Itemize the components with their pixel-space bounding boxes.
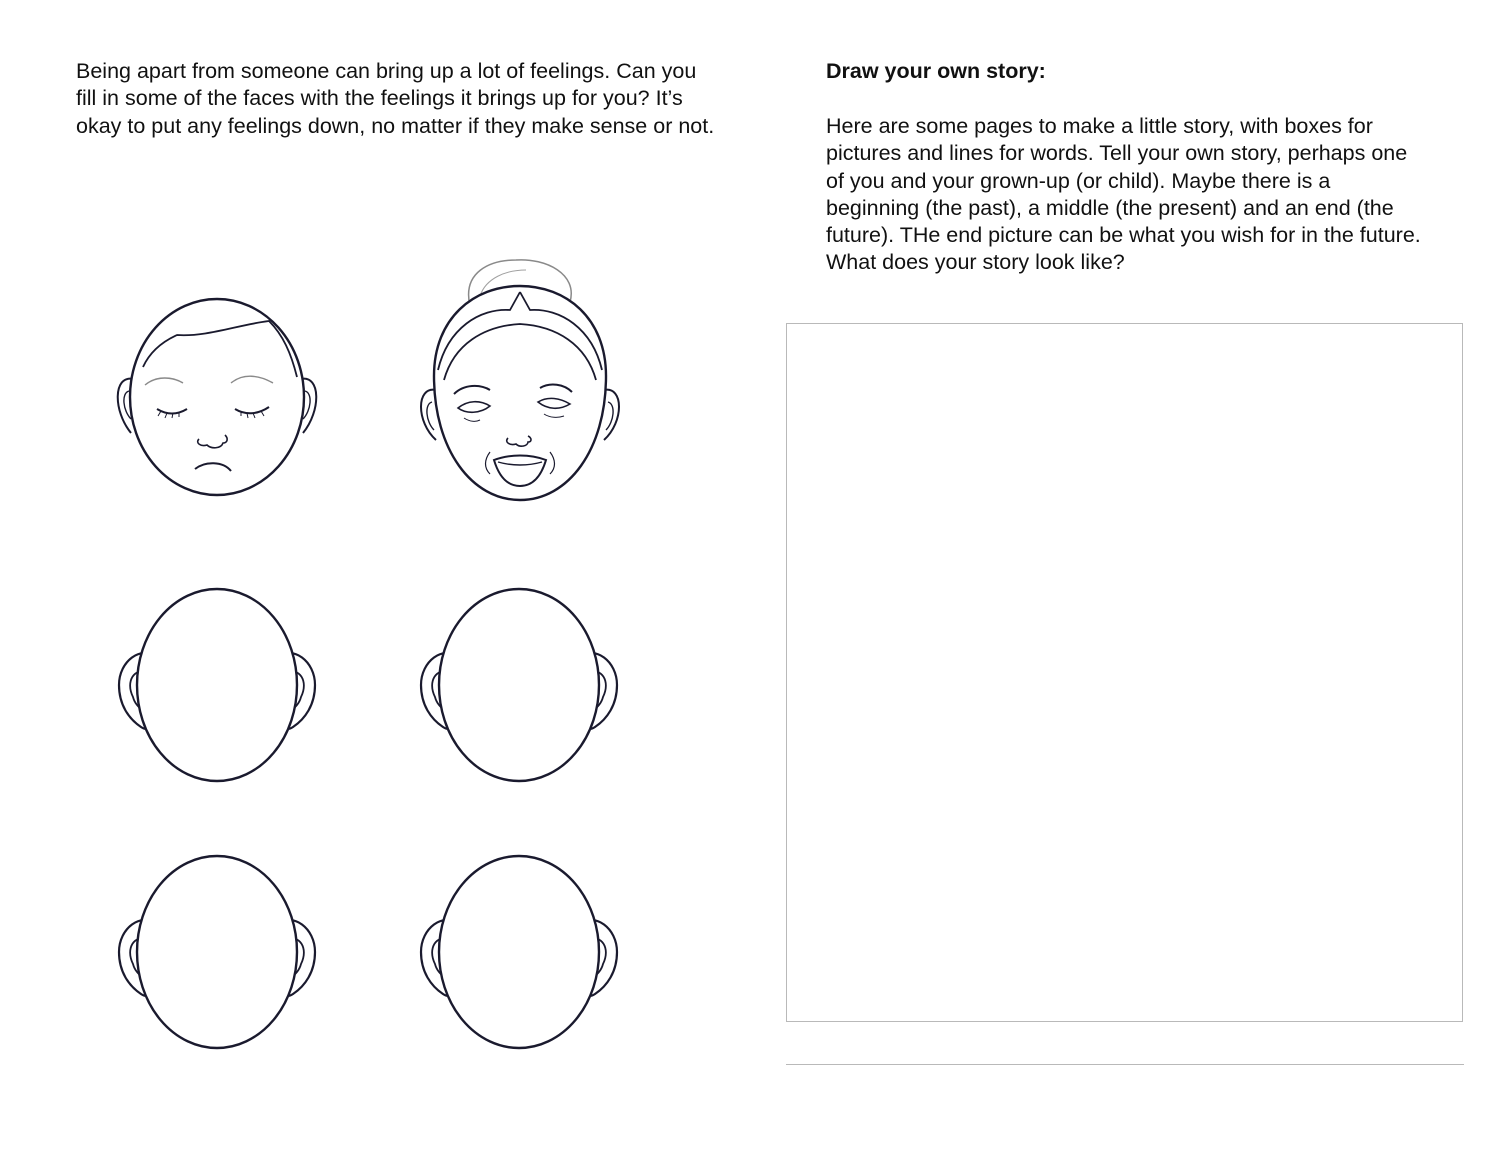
blank-face — [119, 589, 315, 781]
sad-face — [118, 299, 317, 495]
laughing-face — [421, 260, 619, 500]
blank-face — [421, 589, 617, 781]
blank-face — [119, 856, 315, 1048]
right-page — [750, 0, 1500, 1159]
writing-line[interactable] — [786, 1064, 1464, 1065]
intro-text: Being apart from someone can bring up a lot of feelings. Can you fill in some of the faces with the feelings it brings up for you? It’s okay to put any feelings down, no matter if they make sense or not. — [76, 59, 715, 138]
drawing-box[interactable] — [786, 323, 1463, 1022]
blank-face — [421, 856, 617, 1048]
story-heading: Draw your own story: — [826, 59, 1046, 83]
story-instructions: Here are some pages to make a little story, with boxes for pictures and lines for words. Tell your own story, perhaps one of you and your grown-up (or child). Maybe there is a beginning (the past), a middle (the present) and an end (the future). THe end picture can be what you wish for in the future. What does your story look like? — [826, 114, 1421, 275]
